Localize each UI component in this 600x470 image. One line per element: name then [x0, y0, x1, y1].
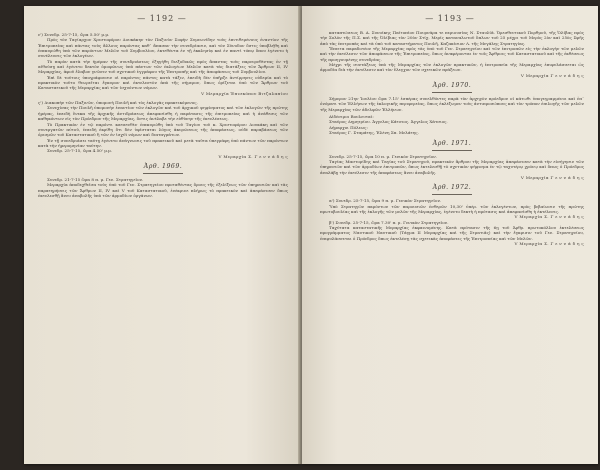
paragraph: καταπτώσεως Β. Α. Συνοίκης Παϊτοπίου Πουρνάρα τε περιουσίας Ν. Σταυλίᾶ. Ὀρεσθευτικοῦ Πορθμοῦ, τῆς Ὀλίβας πρὸς τὴν Σολὸν τῆς Π.Σ. καὶ τῆς Ὀλίβιας τὸν 20ὸν Στίχ. Μερίς καταναλωτοῦ ὅπλων τοῦ 25 μέχρι τοῦ Μερὸς 2ὸν καὶ 25ὸς Σφῆς ἀπὸ τὰς ἐπιτροπὰς καὶ τὰ ὑπὸ τοῦ καταστήματος Πουλῆ, Καζακίσιον Λ. τῆς Μεγάλης Στρατηγίας. [320, 30, 584, 46]
left-page [24, 6, 300, 464]
page-text [320, 30, 584, 246]
decree-title: Ἀρθ. 1971. [432, 139, 472, 147]
paragraph: α') Συνεδρ. 25-7-15, ὥρα 9 π. μ. Γενικὸν Στρατηγεῖον. [329, 198, 442, 204]
signature: V Μεραρχία Σ. Γ ε ν ν ά δ η ς [514, 214, 584, 220]
section-intro: ε') Συνεδρ. 25-7-15, ὥρα 5.50' μ.μ. [38, 32, 110, 37]
signers-list [320, 114, 584, 135]
paragraph: Μεραρχία ἀποδεχθεῖσα τοὺς ὑπὸ τοῦ Γεν. Στρατηγείου προταθέντας ὅρους τῆς ἐξελίξεως τῶν ὑπηρεσιῶν καὶ τὰς παρατηρήσεις τῶν Ἄρθρων II, IV καὶ V τοῦ Καταστατικοῦ, ἐνέκρινε πλήρως τὸ πρακτικὸν καὶ ἀπεφάσισεν ὅπως ἐκτελεσθῇ ἄνευ ἀναβολῆς ὑπὸ τῶν ἁρμοδίων ὀργάνων. [38, 182, 288, 198]
paragraph: Ἔπειτα παραδοτέον τῆς Μεραρχίας πρὸς τὰς ὑπὸ τοῦ Γεν. Στρατηγείου καὶ τῶν ἐπιτροπῶν εἰς τὴν ἐκλογὴν τῶν μελῶν καὶ τὴν ἐκτέλεσιν τῶν ἀποφάσεων τῆς Ἐπιτροπείας, ὅπως ἀναφέρονται ἐν τοῖς Ἄρθροις τοῦ Καταστατικοῦ καὶ τῆς ἐκθέσεως τῆς προηγουμένης συνεδρίας. [320, 46, 584, 62]
paragraph: Συνεδρ. 21-7-15 ὥρα 8 π. μ. Γεν. Στρατηγεῖον. [47, 176, 144, 182]
paragraph: Σήμερον 21ην Ἰουλίου ὥρα 7.15' ἐσπέρας συνελθόντες παρὰ τὸν ἀρχηγὸν πρόεδρον οἱ κάτωθι ὑπογεγραμμένοι καὶ ἐπ᾽ ὀνόματι τῶν Ἑλλήνων τῆς ἐκλογικῆς περιφερείας, ὅπως ἐκλέξωμεν τοὺς ἀντιπροσώπους καὶ τὸν τρόπον ἐπιλογῆς τῶν μελῶν τῆς Μεραρχίας τῶν ἀδελφῶν Ἑλλήνων. [320, 96, 584, 112]
paragraph: Πρὸς τὸν Ταγίαρχον Χριστοφόρου Δουκάκην τὸν Παξινὸν Σοφὴν Συμεωνίδην τοὺς ἐπιτιθεμένους ἐναντίον τῆς Ἐπιτροπείας καὶ πάντας τοὺς ἄλλους παρόντας καθ᾽ ἅπασαν τὴν συνεδρίασιν, καὶ τὸν Σύνοδον ὅστις ὑποβλήθη καὶ ἐπεκυρώθη ὑπὸ τῶν παρόντων Μελῶν τοῦ Συμβουλίου, ἐκτεθέντα ἐν τῇ ἐκκλησίᾳ καὶ ἐν παντὶ τόπῳ ὅπου ἐγένετο ἡ συνέλευσις τῶν ἐκλογέων. [38, 37, 288, 59]
page-number: — 1193 — [425, 14, 475, 23]
decree-title: Ἀρθ. 1970. [432, 82, 472, 90]
divider [432, 150, 472, 151]
signer-line: Σταύρος Δημητρίου. Ἀγγελος Κάτσιος. Ἀγγελος Χάτσιος. [329, 119, 448, 125]
paragraph: Συνεχίσας τὴν Πουλῆ ὑπομονὴν ἐναντίον τῶν ἐκλογῶν καὶ τοῦ ἀρχικοῦ ψηφίσματος καὶ τῶν ἐκλογῶν τῆς πρώτης ἡμέρας, ἐπειδὴ ἔνεκα τῆς ἀρχικῆς ἀντιδράσεως ἀπεφασίσθη ἡ παράτασις τῆς ἐπιτροπείας καὶ ἡ ἀνάθεσις τῶν καθηκόντων εἰς τὸν Πρόεδρον τῆς Μεραρχίας, ὅστις ἀνέλαβε τὴν εὐθύνην τῆς ἐκτελέσεως. [38, 105, 288, 122]
signature: V Μεραρχία Ἐπισκόπου Βιτζαλαπίου [201, 90, 288, 96]
signature: V Μεραρχία Σ. Γ ε ν ν ά δ η ς [218, 153, 288, 159]
signature: V Μεραρχία Γ ε ν ν ά δ η ς [520, 174, 584, 180]
signature: V Μεραρχία Γ ε ν ν ά δ η ς [520, 72, 584, 78]
signature: V Μεραρχία Σ. Γ ε ν ν ά δ η ς [514, 240, 584, 246]
signer-line: Δήμαρχοι Πόλεως: [329, 124, 368, 130]
paragraph: Τὸ παρὸν κατὰ τὴν ἡμέραν τῆς συνεδριάσεως ἐξηγήθη διεξοδικῶς πρὸς ἅπαντας τοὺς παρευρεθέντας ἐν τῇ αἰθούσῃ καὶ ἐγένετο δεκτὸν ὁμοφώνως ὑπὸ πάντων τῶν ἐκλογέων Μελῶν κατὰ τὰς διατάξεις τῶν Ἄρθρων II, IV Μεραρχίας, ἀφοῦ ἔλαβον γνῶσιν τοῦ σχετικοῦ ἐγγράφου τῆς Ἐπιτροπῆς καὶ τῆς ἀποφάσεως τοῦ Συμβουλίου. [38, 58, 288, 75]
signer-line: Σταύρος Γ. Σταμάτης, Ἐλένη Σπ. Μελάτης. [329, 130, 419, 136]
paragraph: Ταχύτατα καταστατικῆς Μεραρχίας ἐκφαινομένης. Κατὰ πρότασιν τῆς 6ῃ τοῦ Ἀρθρ. πρωτοκόλλου ἐκτελέσεως προγράμματος Ναυτικοῦ Ναυτικοῦ (Τάγμα II Μεραρχίας καὶ τῆς Στρατιᾶς) καὶ τὴν ἔγκρισιν τοῦ Γεν. Στρατηγείου, ἐπιφυλάσσεται ὁ Πρόεδρος ὅπως ἐκτελέσῃ τὰς σχετικὰς ἀποφάσεις τῆς Ἐπιτροπείας καὶ τῶν Μελῶν. [320, 224, 584, 241]
paragraph: Ἐπὶ δὲ τούτοις ὑπογράφουσιν οἱ παρόντες πάντες κατὰ τάξιν, ἐπειδὴ δὲν ὑπῆρξε ἀντίρρησις οὐδεμία καὶ τὸ πρακτικὸν τοῦτο θεωρεῖται ἔγκυρον καὶ ἐκτελεστὸν ἀπὸ τῆς σήμερον, ὅπως ὁρίζεται ὑπὸ τῶν Ἄρθρων τοῦ Καταστατικοῦ τῆς Μεραρχίας καὶ τῶν ἰσχυόντων νόμων. [38, 74, 288, 91]
date-line: Συνεδρ. 25-7-15, ὥρα 4.50' μ.μ. [47, 148, 113, 154]
divider [432, 194, 472, 195]
divider [432, 92, 472, 93]
paragraph: Ἐν τῇ συνεδριάσει ταύτῃ ἐγένετο ἀνάγνωσις τοῦ πρακτικοῦ καὶ μετὰ ταῦτα ὑπεγράφη ὑπὸ πάντων τῶν παρόντων κατὰ τὴν ἡμερομηνίαν ταύτην. [38, 137, 288, 148]
page-text [38, 32, 288, 198]
paragraph: Συνεδρ. 25-7-15, ὥρα 10 π. μ. Γενικὸν Στρατηγεῖον. [329, 153, 438, 159]
paragraph: Μέχρι τῆς συντάξεως ὑπὸ τῆς Μεραρχίας τῶν ἐκλογῶν πρακτικῶν, ἡ ἐπιτροπεία τῆς Μεραρχίας ἐπιφυλάσσεται ὡς ἀρμοδία διὰ τὴν ἐκτέλεσιν καὶ τὸν ἔλεγχον τῶν σχετικῶν πράξεων. [320, 62, 584, 73]
page-number: — 1192 — [137, 14, 187, 23]
right-page [302, 6, 598, 464]
paragraph: Τὸ Πρακτικὸν ἐν τῷ παρόντι κατατεθὲν ἐπεκυρώθη ὑπὸ τοῦ Ταγίου τοῦ κ. Χριστοφόρου Δουκάκη καὶ τῶν συνεργατῶν αὐτοῦ, ἐπειδὴ ἐκρίθη ὅτι δὲν ὑφίσταται λόγος ἀκυρώσεως τῆς ἀποφάσεως, οὐδὲ παραβάσεως τῶν ὁρισμῶν τοῦ Καταστατικοῦ ἢ τῶν ἐν ἰσχύϊ νόμων καὶ διαταγμάτων. [38, 121, 288, 138]
decree-title: Ἀρθ. 1969. [143, 162, 183, 170]
paragraph: Ὑπὸ Στρατηγῶν παρόντων τῶν παρουσιῶν ἐσθερῶν 10,30' ὑπέρ. τῶν ἐκλεγέντων, πρὸς βεβαίωσιν τῆς πρώτης πρωτοβουλίας καὶ τῆς ἐκλογῆς τῶν μελῶν τῆς Μεραρχίας, ἐγένετο δεκτὴ ἡ πρότασις καὶ ἀπεφασίσθη ἡ ἐκτέλεσις. [320, 203, 584, 214]
signer-line: Αἰδέσιμοι Βουλευταὶ: [329, 114, 374, 120]
divider [143, 173, 183, 174]
section-intro: β') Συνεδρ. 25-7-15, ὥρα 7.30' π. μ. Γενικὸν Στρατηγεῖον. [329, 219, 449, 225]
paragraph: Ταγίας Μαστορίδης καὶ Ταγίας τοῦ Στρατηγοῦ, πρακτικὸν ἄρθρου τῆς Μεραρχίας ἀπεφάσισεν κατὰ τὴν εἰσήγησιν τῶν ὑπηρεσιῶν καὶ τῶν ἀρμοδίων ἐπιτροπῶν, ὅπως ἐκτελεσθῇ τὸ σχετικὸν ψήφισμα ἐν τῷ ταχυτέρῳ χρόνῳ καὶ ὅπως ὁ Πρόεδρος ἀναλάβῃ τὴν ἐκτέλεσιν τῆς ἀποφάσεως ἄνευ ἀναβολῆς. [320, 158, 584, 175]
decree-title: Ἀρθ. 1972. [432, 184, 472, 192]
section-intro: ς') Διακοπὴν τῶν Παξινῶν, ὑπομονὴ Πουλῆ καὶ τὸς ἐκλογὰς πρακτικόμενος. [38, 100, 198, 106]
